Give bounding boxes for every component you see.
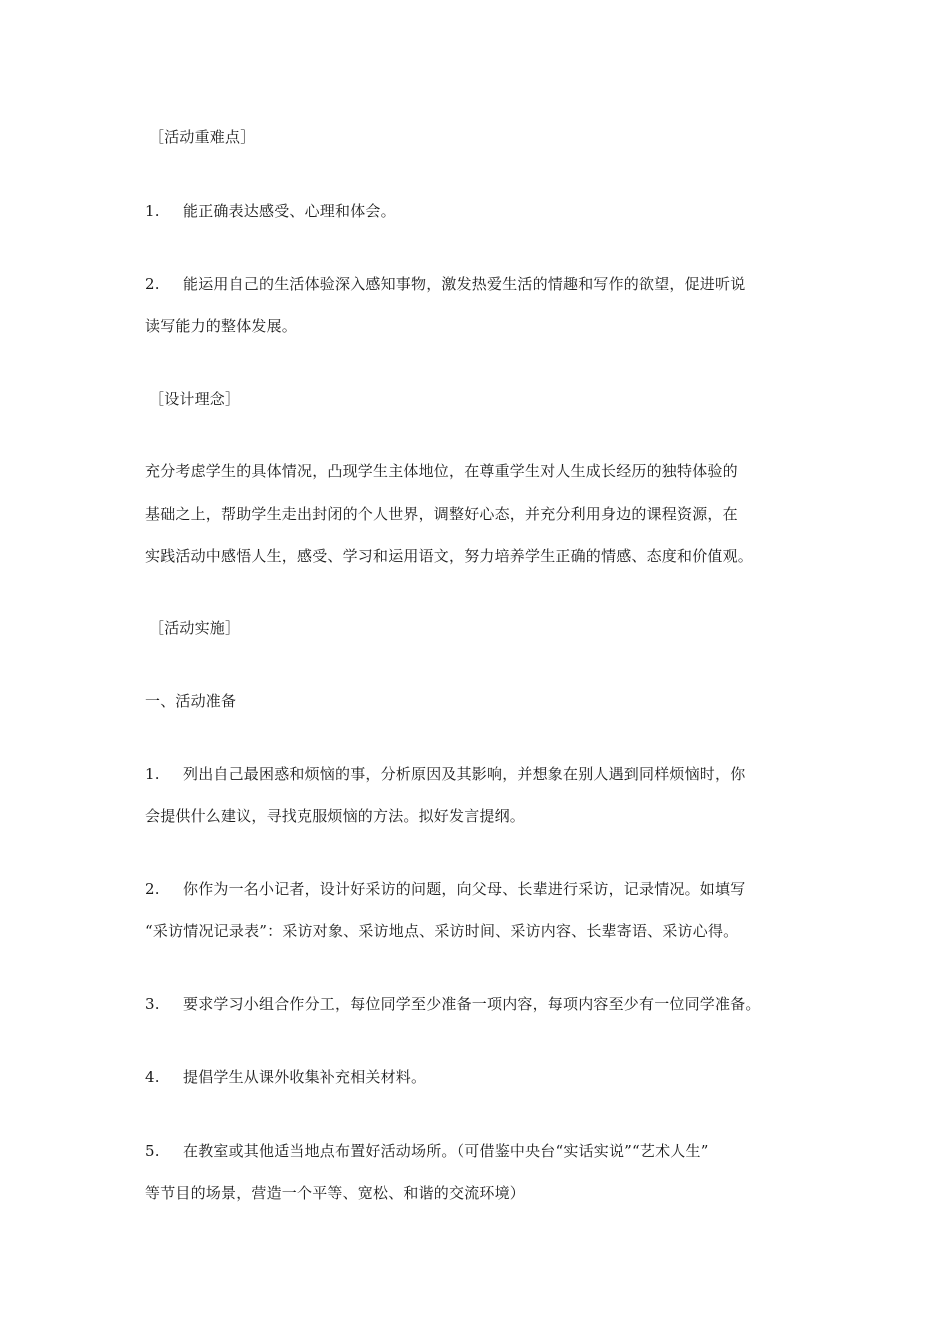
list-number: 5. (145, 1142, 160, 1160)
list-text: 要求学习小组合作分工，每位同学至少准备一项内容，每项内容至少有一位同学准备。 (183, 995, 761, 1013)
difficulty-item-2 (145, 274, 745, 294)
list-number: 3. (145, 995, 160, 1013)
design-paragraph-line-3: 实践活动中感悟人生，感受、学习和运用语文，努力培养学生正确的情感、态度和价值观。 (145, 547, 754, 565)
design-paragraph-line-2: 基础之上，帮助学生走出封闭的个人世界，调整好心态，并充分利用身边的课程资源，在 (145, 505, 738, 523)
heading-activity-implementation: ［活动实施］ (149, 619, 241, 637)
list-text: 提倡学生从课外收集补充相关材料。 (183, 1068, 427, 1086)
difficulty-item-1 (145, 201, 396, 221)
design-paragraph-line-1: 充分考虑学生的具体情况，凸现学生主体地位，在尊重学生对人生成长经历的独特体验的 (145, 462, 738, 480)
list-number: 1. (145, 202, 160, 220)
prep-item-5-continued: 等节目的场景，营造一个平等、宽松、和谐的交流环境） (145, 1184, 526, 1202)
list-number: 2. (145, 275, 160, 293)
prep-item-5 (145, 1141, 709, 1161)
list-text: 能运用自己的生活体验深入感知事物，激发热爱生活的情趣和写作的欲望，促进听说 (183, 275, 746, 293)
prep-item-1-continued: 会提供什么建议，寻找克服烦恼的方法。拟好发言提纲。 (145, 807, 526, 825)
heading-design-concept: ［设计理念］ (149, 390, 241, 408)
list-number: 1. (145, 765, 160, 783)
list-text: 能正确表达感受、心理和体会。 (183, 202, 396, 220)
prep-item-3 (145, 994, 761, 1014)
list-text: 你作为一名小记者，设计好采访的问题，向父母、长辈进行采访，记录情况。如填写 (183, 880, 746, 898)
list-text: 列出自己最困惑和烦恼的事，分析原因及其影响，并想象在别人遇到同样烦恼时，你 (183, 765, 746, 783)
list-number: 4. (145, 1068, 160, 1086)
heading-activity-difficulty: ［活动重难点］ (149, 128, 256, 146)
difficulty-item-2-continued: 读写能力的整体发展。 (145, 317, 298, 335)
prep-item-2 (145, 879, 745, 899)
prep-item-2-continued: “采访情况记录表”：采访对象、采访地点、采访时间、采访内容、长辈寄语、采访心得。 (145, 922, 739, 940)
list-text: 在教室或其他适当地点布置好活动场所。（可借鉴中央台“实话实说”“艺术人生” (183, 1142, 709, 1160)
heading-activity-preparation: 一、活动准备 (145, 692, 237, 710)
list-number: 2. (145, 880, 160, 898)
prep-item-4 (145, 1067, 426, 1087)
prep-item-1 (145, 764, 745, 784)
